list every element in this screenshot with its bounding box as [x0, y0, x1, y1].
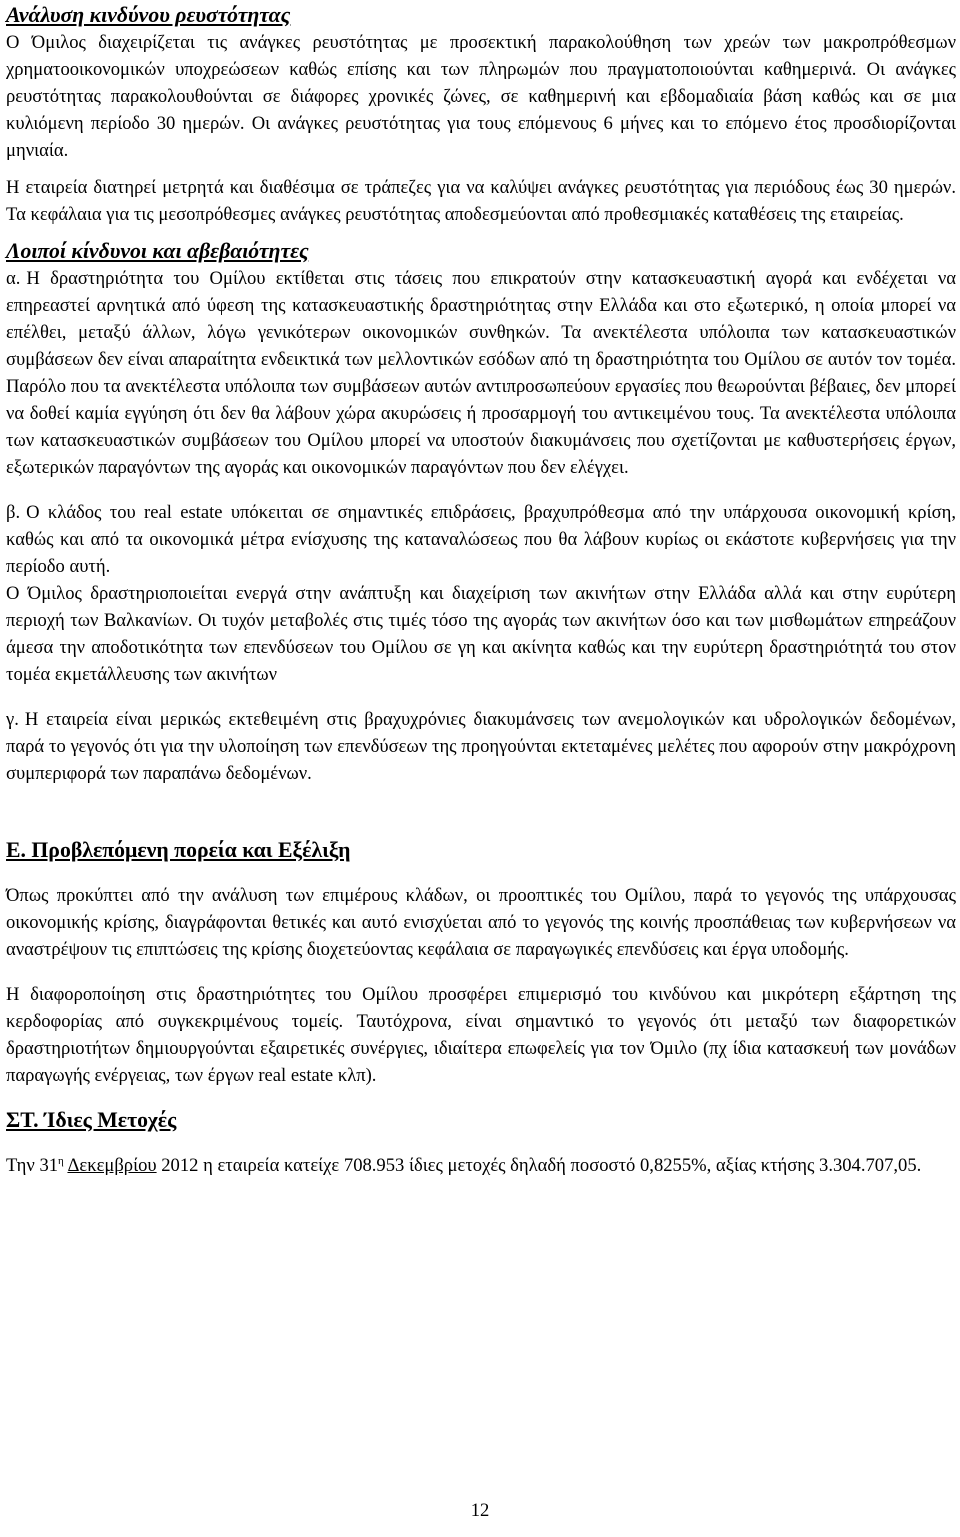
page-number: 12	[470, 1500, 490, 1521]
outlook-paragraph-1: Όπως προκύπτει από την ανάλυση των επιμέρους κλάδων, οι προοπτικές του Ομίλου, παρά το γεγονός της υπάρχουσας οικονομικής κρίσης, διαγράφονται θετικές και αυτό ενισχύεται από το γεγονός της κοινής προσπάθειας των κυβερνήσεων να αναστρέψουν τις επιπτώσεις της κρίσης διοχετεύοντας κεφάλαια σε παραγωγικές επενδύσεις και έργα υποδομής.	[6, 885, 956, 960]
risk-item-b-text: Ο κλάδος του real estate υπόκειται σε σημαντικές επιδράσεις, βραχυπρόθεσμα από την υπάρχουσα οικονομική κρίση, καθώς και από τα οικονομικά μέτρα ενίσχυσης της καταναλώσεως που θα λάβουν κυρίως οι εκάστοτε κυβερνήσεις για την περίοδο αυτή.	[6, 502, 956, 577]
risk-item-c	[6, 706, 956, 787]
outlook-heading: Ε. Προβλεπόμενη πορεία και Εξέλιξη	[6, 838, 351, 862]
outlook-paragraph-2: Η διαφοροποίηση στις δραστηριότητες του Ομίλου προσφέρει επιμερισμό του κινδύνου και μικρότερη εξάρτηση της κερδοφορίας από συγκεκριμένους τομείς. Ταυτόχρονα, είναι σημαντικό το γεγονός ότι μεταξύ των διαφορετικών δραστηριοτήτων δημιουργούνται εξαιρετικές συνέργιες, ιδιαίτερα επωφελείς για τον Όμιλο (πχ ίδια κατασκευή των μονάδων παραγωγής ενέργειας, των έργων real estate κλπ).	[6, 984, 956, 1086]
risk-item-b	[6, 499, 956, 580]
risk-item-a-text: Η δραστηριότητα του Ομίλου εκτίθεται στις τάσεις που επικρατούν στην κατασκευαστική αγορά και ενδέχεται να επηρεαστεί αρνητικά από ύφεση της κατασκευαστικής δραστηριότητας στην Ελλάδα και στο εξωτερικό, η οποία μπορεί να επέλθει, μεταξύ άλλων, λόγω γενικότερων οικονομικών συνθηκών. Τα ανεκτέλεστα υπόλοιπα των κατασκευαστικών συμβάσεων δεν είναι απαραίτητα ενδεικτικά των μελλοντικών εσόδων από τη δραστηριότητα του Ομίλου σε αυτόν τον τομέα. Παρόλο που τα ανεκτέλεστα υπόλοιπα των συμβάσεων αυτών αντιπροσωπεύουν εργασίες που θεωρούνται βέβαιες, δεν μπορεί να δοθεί καμία εγγύηση ότι δεν θα λάβουν χώρα ακυρώσεις ή προσαρμογή του αντικειμένου τους. Τα ανεκτέλεστα υπόλοιπα των κατασκευαστικών συμβάσεων του Ομίλου μπορεί να υποστούν διακυμάνσεις που σχετίζονται με καθυστερήσεις έργων, εξωτερικών παραγόντων της αγοράς και οικονομικών παραγόντων που δεν ελέγχει.	[6, 268, 956, 478]
own-shares-superscript: η	[58, 1154, 64, 1167]
risk-item-c-marker: γ.	[6, 709, 19, 730]
risk-item-c-text: Η εταιρεία είναι μερικώς εκτεθειμένη στις βραχυχρόνιες διακυμάνσεις των ανεμολογικών και υδρολογικών δεδομένων, παρά το γεγονός ότι για την υλοποίηση των επενδύσεων της προηγούνται εκτεταμένες μελέτες που αφορούν στην μακρόχρονη συμπεριφορά των παραπάνω δεδομένων.	[6, 709, 956, 784]
own-shares-paragraph	[6, 1152, 956, 1179]
risk-item-a-marker: α.	[6, 268, 21, 289]
own-shares-heading: ΣΤ. Ίδιες Μετοχές	[6, 1108, 177, 1132]
risk-item-b-paragraph-2: Ο Όμιλος δραστηριοποιείται ενεργά στην ανάπτυξη και διαχείριση των ακινήτων στην Ελλάδα αλλά και στην ευρύτερη περιοχή των Βαλκανίων. Οι τυχόν μεταβολές στις τιμές τόσο της αγοράς των ακινήτων όσο και των μισθωμάτων επηρεάζουν άμεσα την αποδοτικότητα των επενδύσεων του Ομίλου σε γη και ακίνητα καθώς και την ευρύτερη δραστηριότητά του στον τομέα εκμετάλλευσης των ακινήτων	[6, 583, 956, 685]
other-risks-heading: Λοιποί κίνδυνοι και αβεβαιότητες	[6, 239, 309, 263]
liquidity-paragraph-2: Η εταιρεία διατηρεί μετρητά και διαθέσιμα σε τράπεζες για να καλύψει ανάγκες ρευστότητας για περιόδους έως 30 ημερών. Τα κεφάλαια για τις μεσοπρόθεσμες ανάγκες ρευστότητας αποδεσμεύονται από προθεσμιακές καταθέσεις της εταιρείας.	[6, 177, 956, 225]
own-shares-month: Δεκεμβρίου	[67, 1155, 157, 1176]
liquidity-paragraph-1: Ο Όμιλος διαχειρίζεται τις ανάγκες ρευστότητας με προσεκτική παρακολούθηση των χρεών των μακροπρόθεσμων χρηματοοικονομικών υποχρεώσεων καθώς επίσης και των πληρωμών που πραγματοποιούνται καθημερινά. Οι ανάγκες ρευστότητας παρακολουθούνται σε διάφορες χρονικές ζώνες, σε καθημερινή και εβδομαδιαία βάση καθώς και σε μια κυλιόμενη περίοδο 30 ημερών. Οι ανάγκες ρευστότητας για τους επόμενους 6 μήνες και το επόμενο έτος προσδιορίζονται μηνιαία.	[6, 32, 956, 161]
liquidity-heading: Ανάλυση κινδύνου ρευστότητας	[6, 3, 291, 27]
risk-item-a	[6, 265, 956, 481]
risk-item-b-marker: β.	[6, 502, 21, 523]
own-shares-text-before: Την 31	[6, 1155, 59, 1176]
own-shares-text-after: 2012 η εταιρεία κατείχε 708.953 ίδιες μετοχές δηλαδή ποσοστό 0,8255%, αξίας κτήσης 3.304.707,05.	[156, 1155, 922, 1176]
